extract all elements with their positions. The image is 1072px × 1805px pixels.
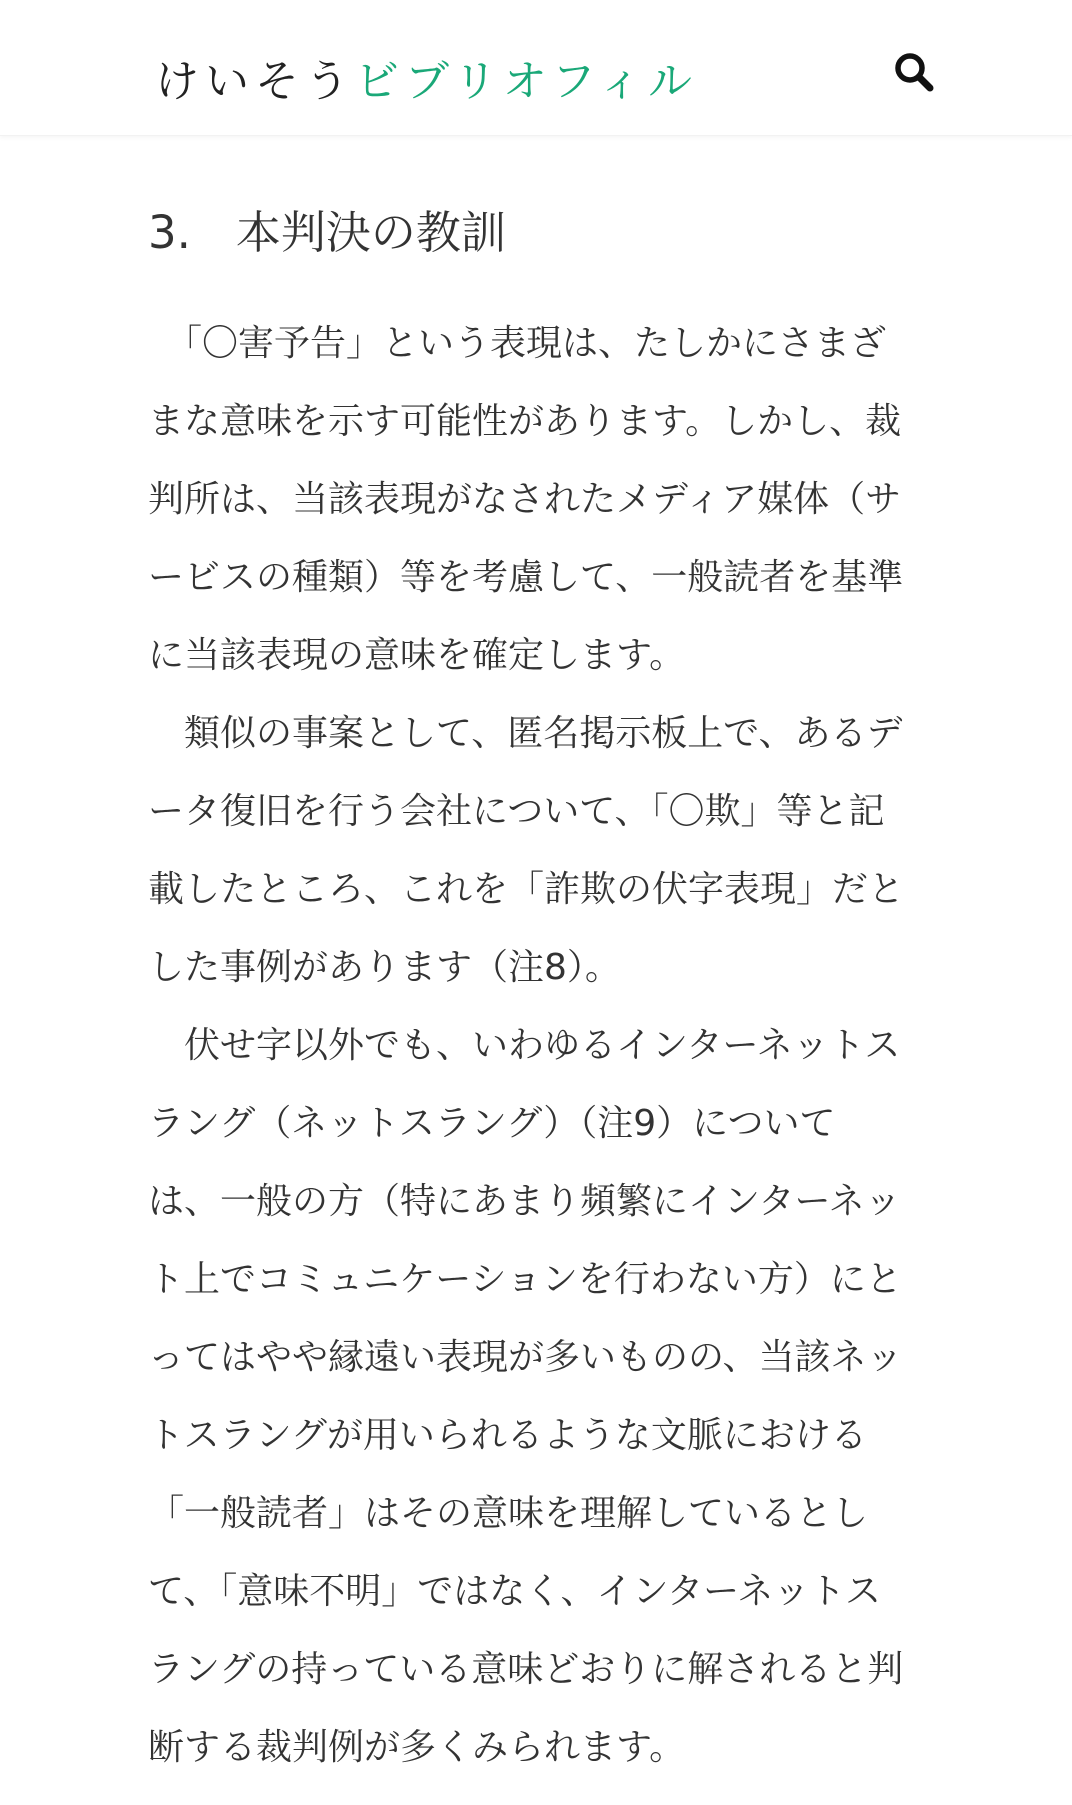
- paragraph-line: 断する裁判例が多くみられます。: [148, 1727, 686, 1768]
- paragraph-3: [148, 1007, 938, 1787]
- paragraph-1: [148, 305, 938, 695]
- paragraph-line: 類似の事案として、匿名掲示板上で、あるデ: [148, 713, 903, 754]
- logo-text-keisou: けいそう: [155, 56, 355, 107]
- paragraph-line: ービスの種類）等を考慮して、一般読者を基準: [148, 557, 904, 598]
- paragraph-line: ータ復旧を行う会社について、「〇欺」等と記: [148, 791, 885, 832]
- paragraph-line: 判所は、当該表現がなされたメディア媒体（サ: [148, 479, 902, 520]
- paragraph-line: ラング（ネットスラング）（注9）について: [148, 1103, 836, 1144]
- paragraph-line: した事例があります（注8）。: [148, 947, 621, 988]
- paragraph-line: ってはやや縁遠い表現が多いものの、当該ネッ: [148, 1337, 903, 1378]
- paragraph-line: は、一般の方（特にあまり頻繁にインターネッ: [148, 1181, 901, 1222]
- paragraph-line: ラングの持っている意味どおりに解されると判: [148, 1649, 904, 1690]
- paragraph-line: トスラングが用いられるような文脈における: [148, 1415, 867, 1456]
- search-button[interactable]: [890, 48, 938, 96]
- section-heading: 3. 本判決の教訓: [148, 206, 506, 259]
- paragraph-2: [148, 695, 938, 1007]
- paragraph-line: 「〇害予告」という表現は、たしかにさまざ: [148, 323, 887, 364]
- site-logo[interactable]: [155, 52, 698, 112]
- paragraph-line: 伏せ字以外でも、いわゆるインターネットス: [148, 1025, 901, 1066]
- paragraph-line: に当該表現の意味を確定します。: [148, 635, 686, 676]
- search-icon: [890, 48, 938, 96]
- paragraph-line: まな意味を示す可能性があります。しかし、裁: [148, 401, 902, 442]
- paragraph-line: 載したところ、これを「詐欺の伏字表現」だと: [148, 869, 905, 910]
- logo-text-bibliophile: ビブリオフィル: [355, 56, 698, 107]
- paragraph-line: て、「意味不明」ではなく、インターネットス: [148, 1571, 881, 1612]
- paragraph-line: 「一般読者」はその意味を理解しているとし: [148, 1493, 869, 1534]
- paragraph-line: ト上でコミュニケーションを行わない方）にと: [148, 1259, 902, 1300]
- site-header: [0, 0, 1072, 136]
